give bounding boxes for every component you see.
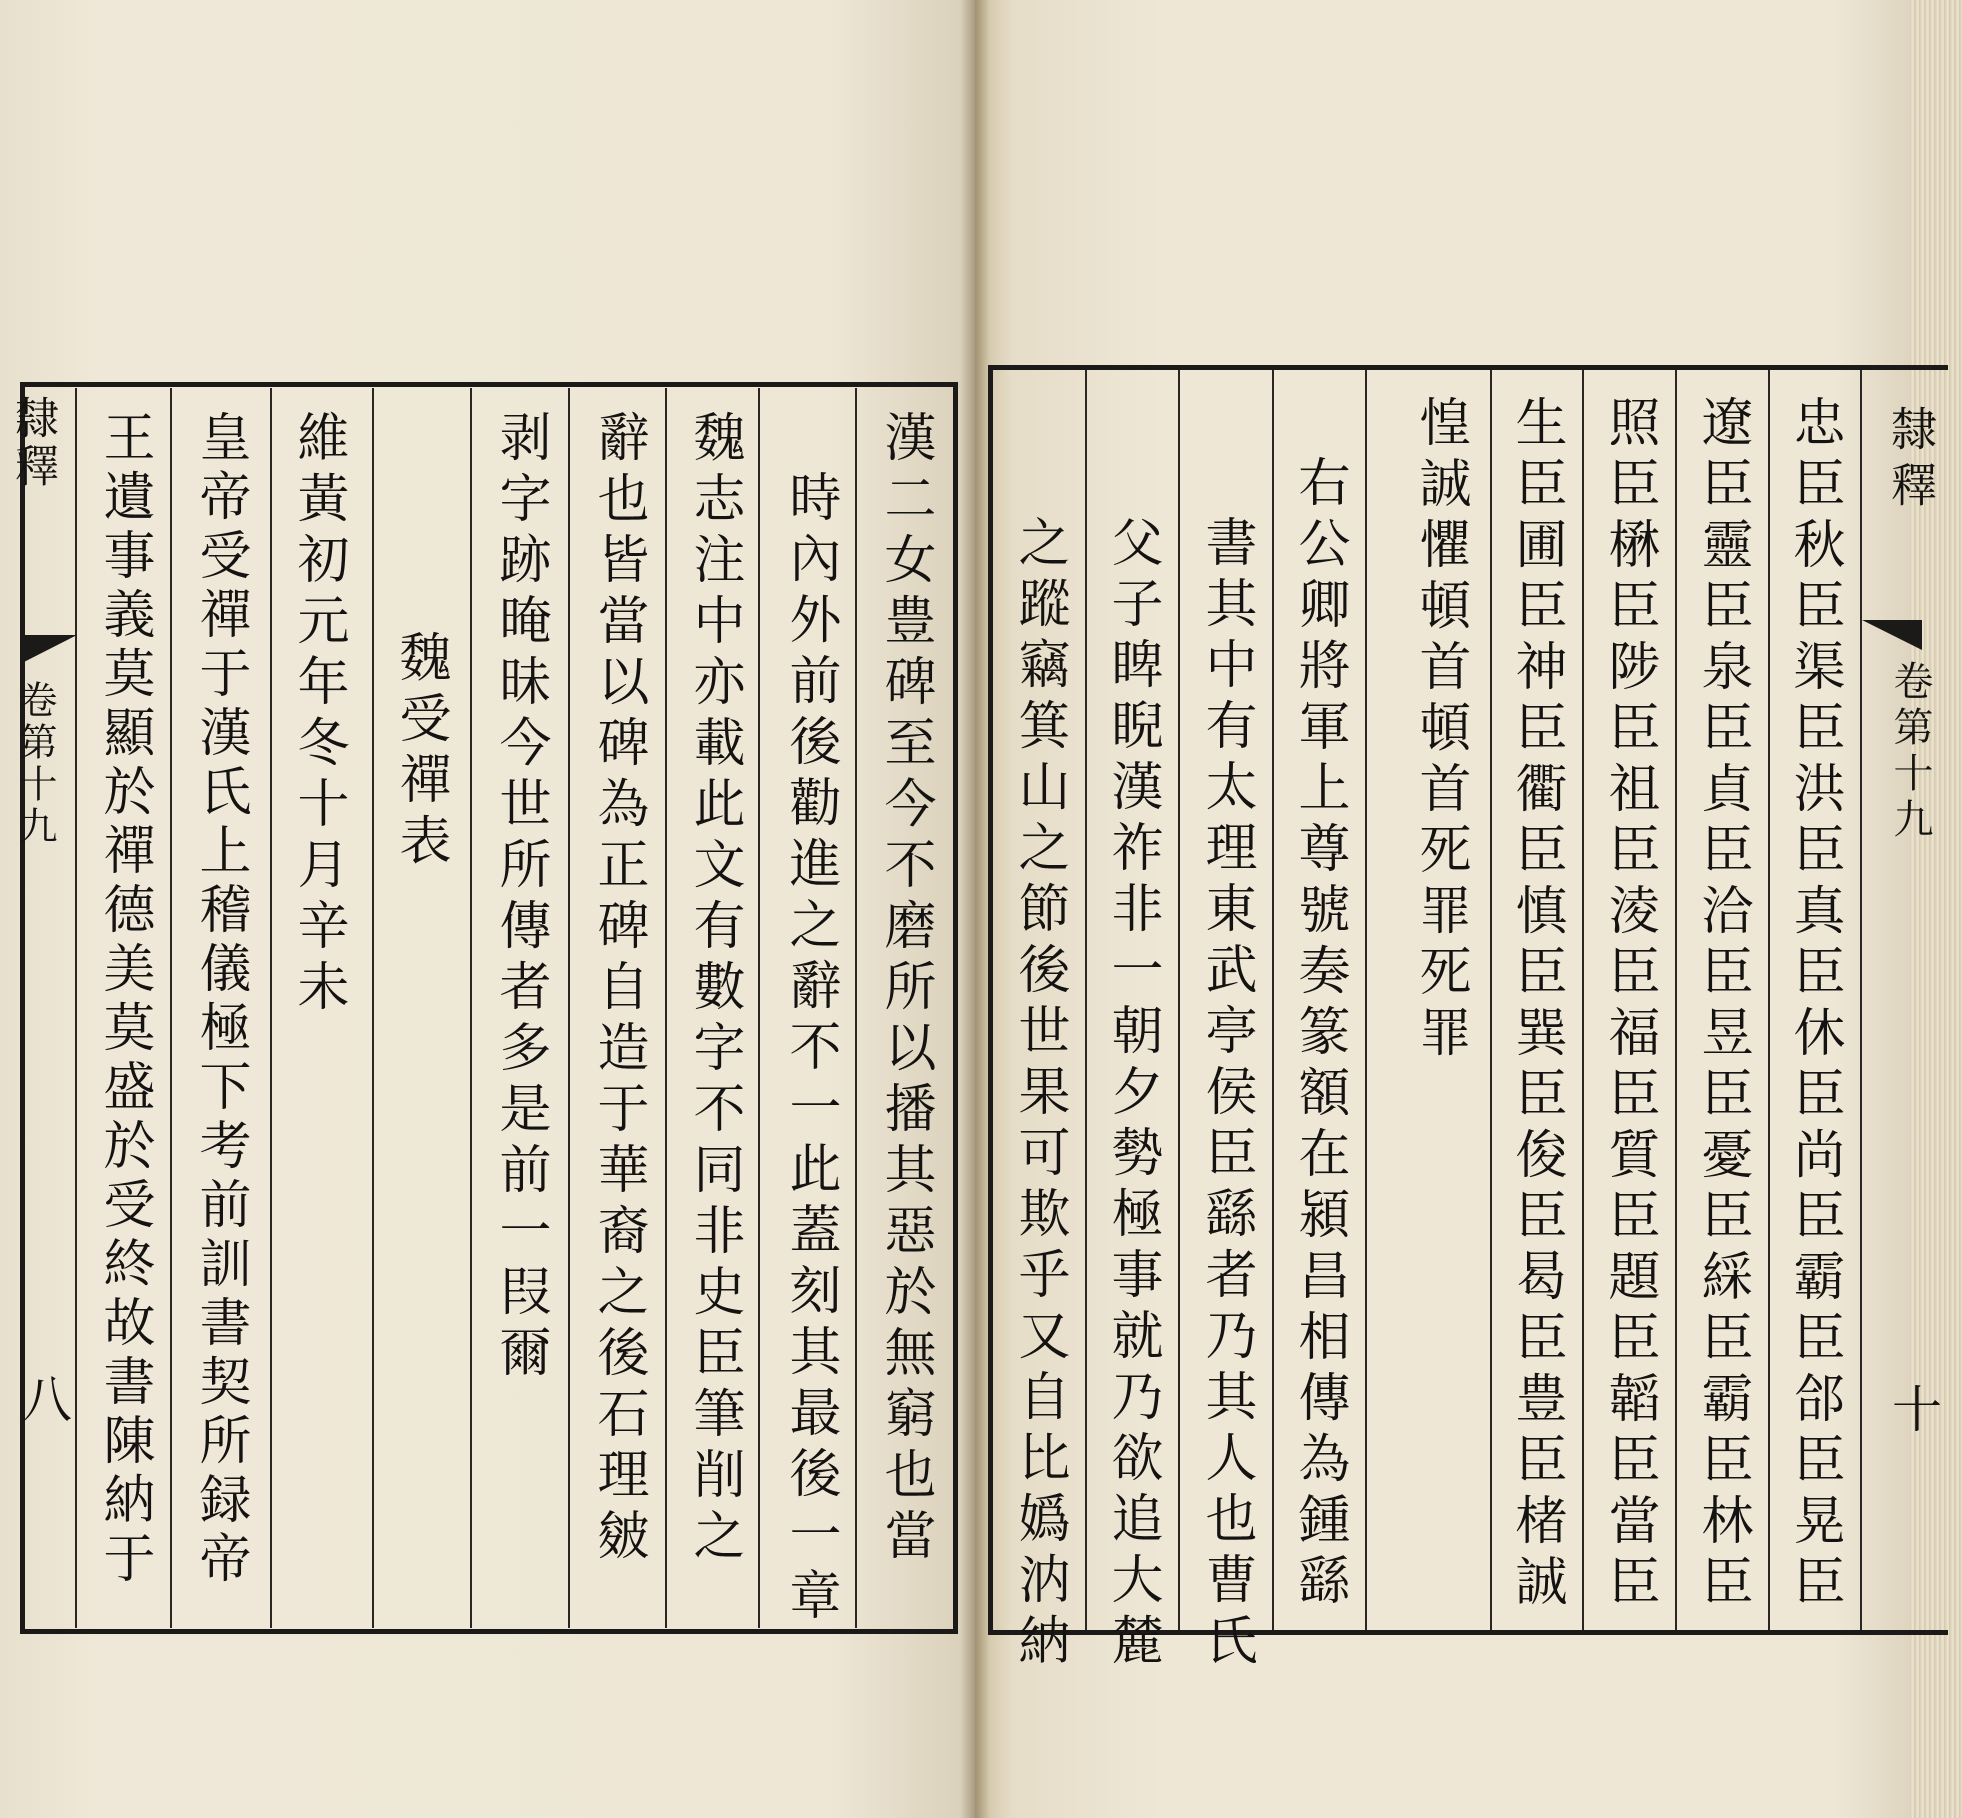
text-column: 魏志注中亦載此文有數字不同非史臣筆削之 xyxy=(684,410,744,1569)
right-margin-volume: 卷第十九 xyxy=(1887,660,1933,844)
column-rule xyxy=(470,388,472,1628)
column-rule xyxy=(1365,370,1367,1630)
fishtail-mark xyxy=(22,635,77,663)
binding-gutter xyxy=(960,0,990,1818)
text-column: 父子睥睨漢祚非一朝夕勢極事就乃欲追大麓 xyxy=(1102,515,1162,1674)
left-margin-title: 隸釋 xyxy=(7,395,58,491)
column-rule xyxy=(170,388,172,1628)
column-rule xyxy=(1490,370,1492,1630)
column-rule xyxy=(1178,370,1180,1630)
fishtail-mark xyxy=(1862,620,1922,650)
text-column: 書其中有太理東武亭侯臣繇者乃其人也曹氏 xyxy=(1196,515,1256,1674)
text-column: 惶誠懼頓首頓首死罪死罪 xyxy=(1410,395,1470,1066)
right-margin-title: 隸釋 xyxy=(1884,405,1938,517)
column-rule xyxy=(1582,370,1584,1630)
column-rule xyxy=(758,388,760,1628)
text-column: 照臣楙臣陟臣祖臣淩臣福臣質臣題臣韜臣當臣 xyxy=(1599,395,1659,1615)
text-column: 王遺事義莫顯於禪德美莫盛於受終故書陳納于 xyxy=(94,410,154,1590)
text-column: 剥字跡晻昧今世所傳者多是前一叚爾 xyxy=(490,410,550,1386)
text-column: 生臣圃臣神臣衢臣慎臣巽臣俊臣曷臣豊臣楮誠 xyxy=(1506,395,1566,1615)
text-column: 皇帝受禪于漢氏上稽儀極下考前訓書契所録帝 xyxy=(190,410,250,1590)
text-column: 辭也皆當以碑為正碑自造于華裔之後石理皴 xyxy=(588,410,648,1569)
column-rule xyxy=(1675,370,1677,1630)
column-rule xyxy=(270,388,272,1628)
section-heading: 魏受禪表 xyxy=(390,630,450,874)
column-rule xyxy=(568,388,570,1628)
text-column: 之蹤竊箕山之節後世果可欺乎又自比嬀汭納 xyxy=(1009,515,1069,1674)
column-rule xyxy=(372,388,374,1628)
text-column: 右公卿將軍上尊號奏篆額在潁昌相傳為鍾繇 xyxy=(1289,455,1349,1614)
column-rule xyxy=(1272,370,1274,1630)
column-rule xyxy=(1768,370,1770,1630)
text-column: 遼臣靈臣泉臣貞臣洽臣昱臣憂臣綵臣霸臣林臣 xyxy=(1692,395,1752,1615)
text-column: 漢二女豊碑至今不磨所以播其惡於無窮也當 xyxy=(875,410,935,1569)
column-rule xyxy=(75,388,77,1628)
left-margin-volume: 卷第十九 xyxy=(13,680,57,848)
left-folio: 八 xyxy=(22,1371,72,1429)
column-rule xyxy=(855,388,857,1628)
right-folio: 十 xyxy=(1892,1381,1942,1439)
column-rule xyxy=(1860,370,1862,1630)
text-column: 維黃初元年冬十月辛未 xyxy=(288,410,348,1020)
column-rule xyxy=(665,388,667,1628)
text-column: 時內外前後勸進之辭不一此蓋刻其最後一章 xyxy=(780,470,840,1629)
text-column: 忠臣秋臣渠臣洪臣真臣休臣尚臣霸臣郃臣晃臣 xyxy=(1784,395,1844,1615)
column-rule xyxy=(1085,370,1087,1630)
